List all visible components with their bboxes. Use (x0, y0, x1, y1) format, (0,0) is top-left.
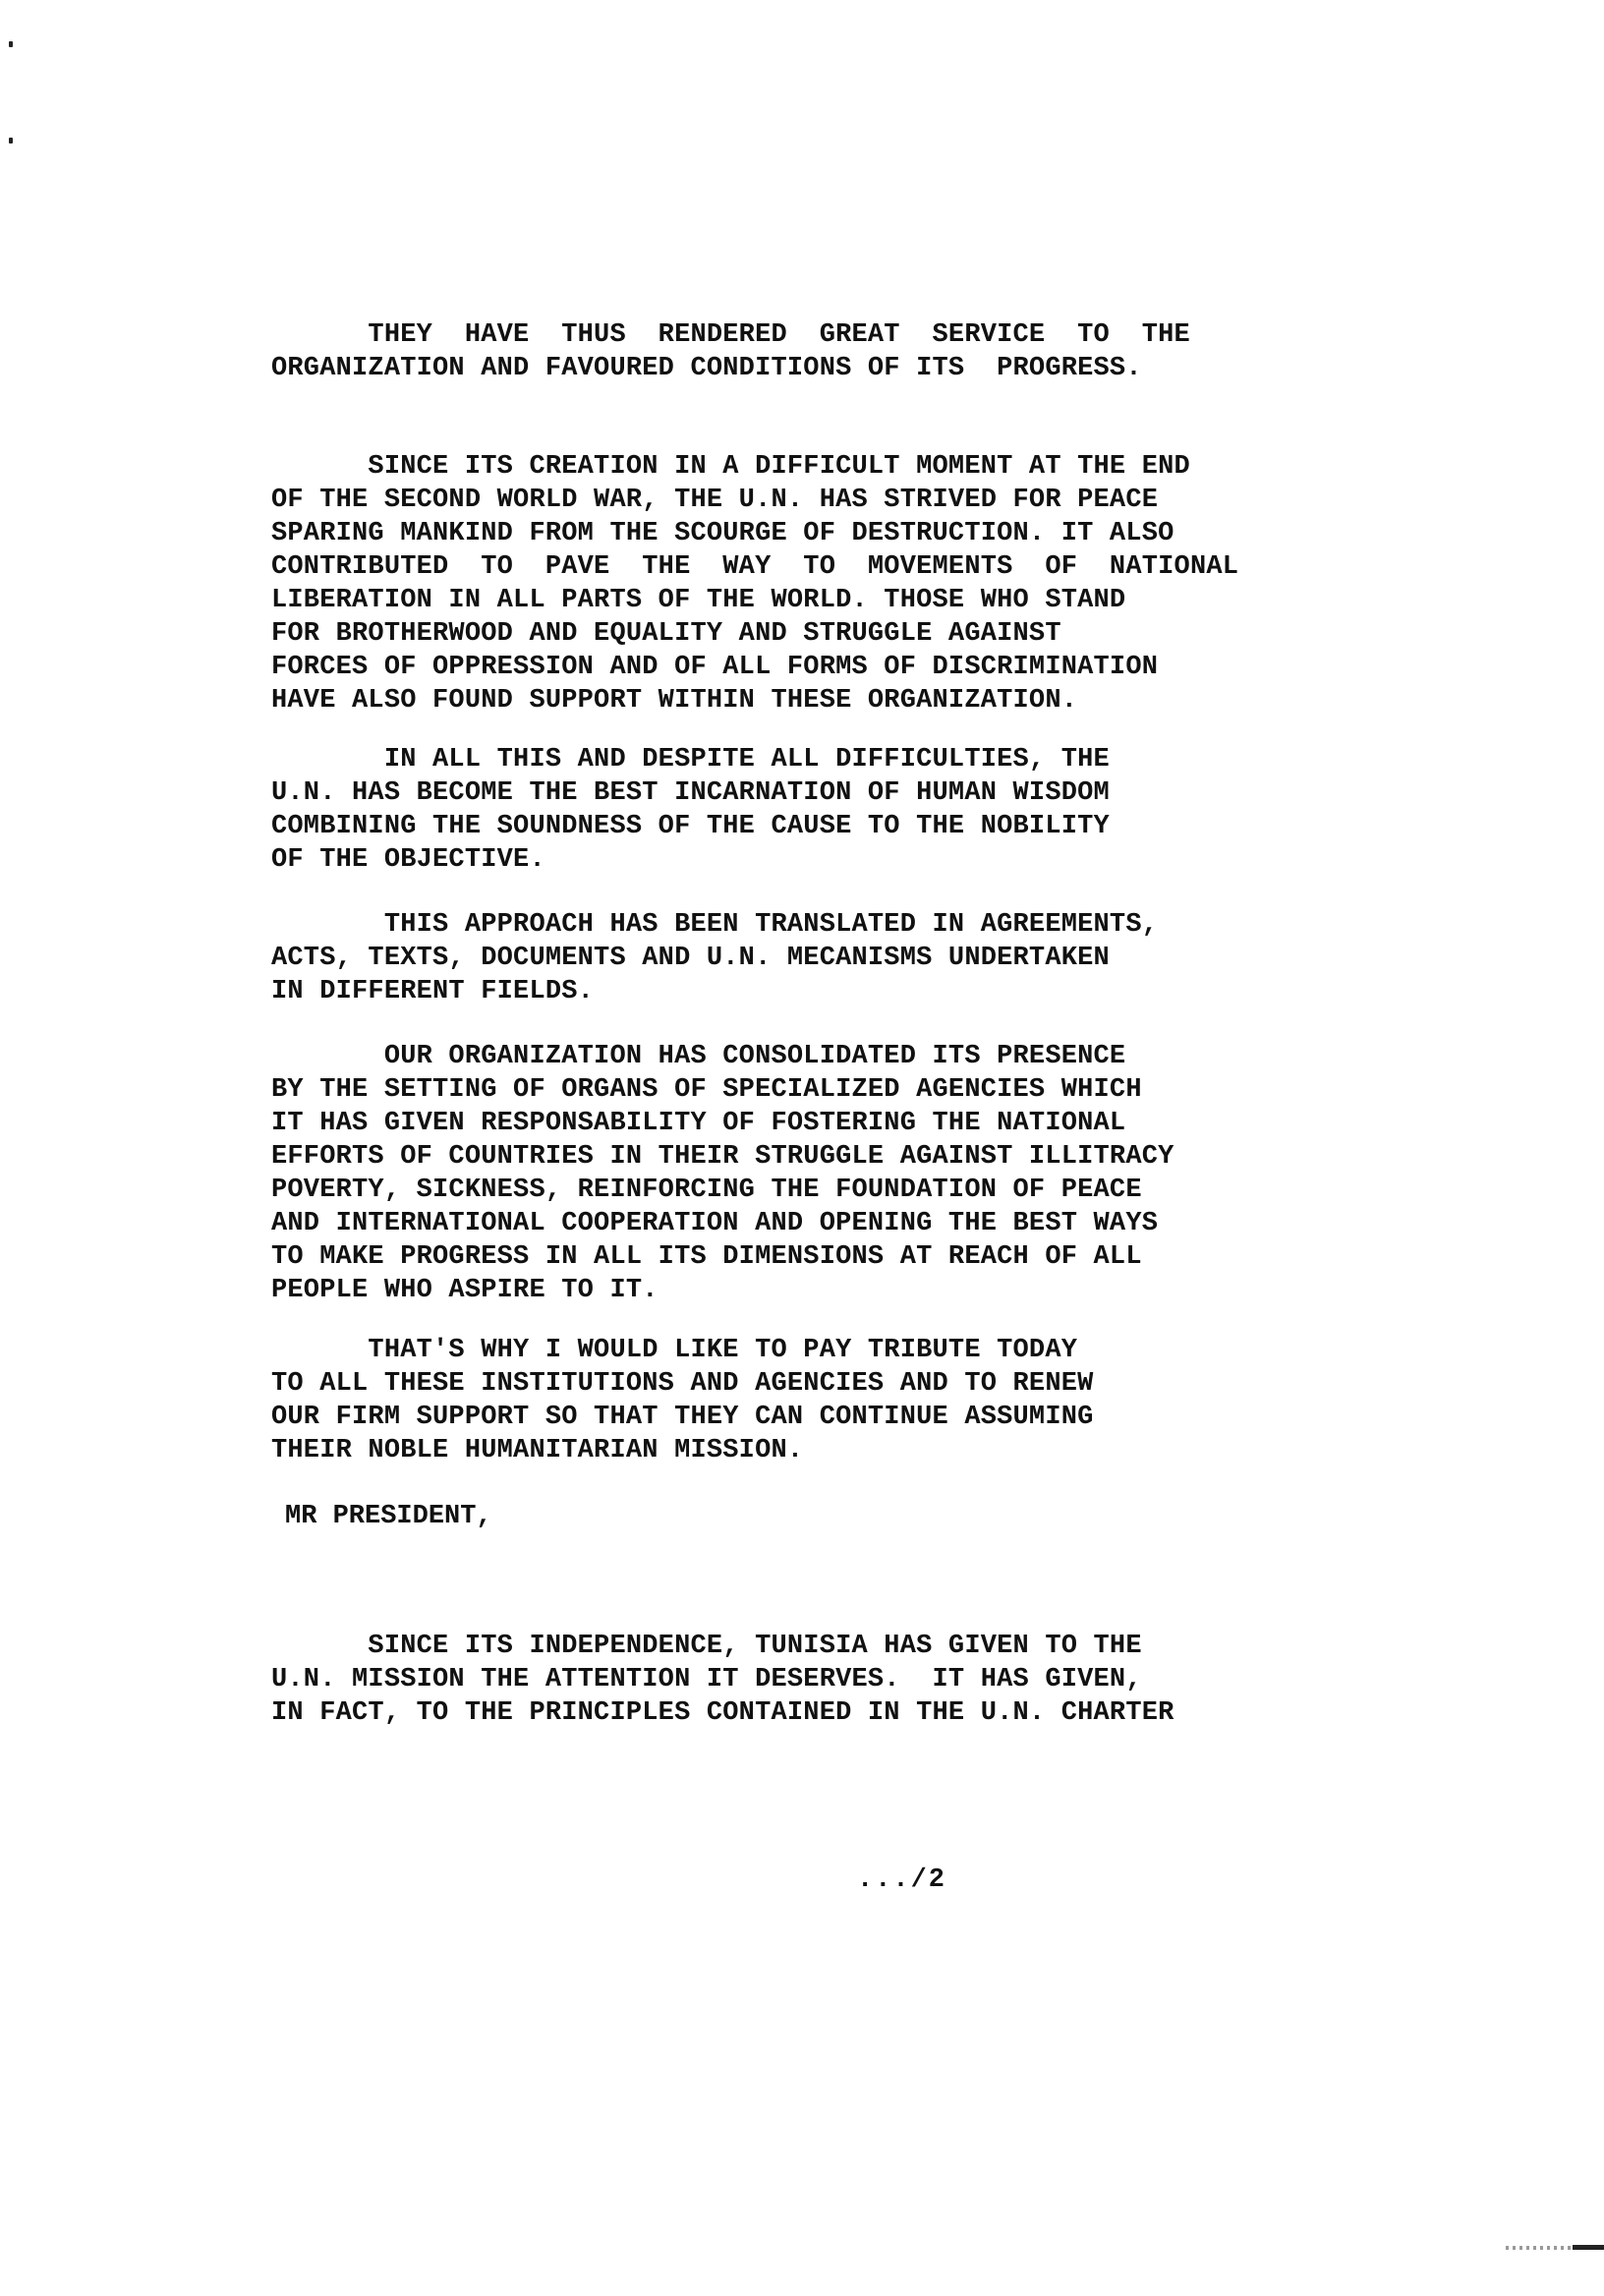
text-line: TO MAKE PROGRESS IN ALL ITS DIMENSIONS AT REACH OF ALL (271, 1242, 1142, 1272)
text-line: FORCES OF OPPRESSION AND OF ALL FORMS OF DISCRIMINATION (271, 653, 1159, 682)
text-line: U.N. MISSION THE ATTENTION IT DESERVES. IT HAS GIVEN, (271, 1665, 1142, 1694)
text-line: COMBINING THE SOUNDNESS OF THE CAUSE TO THE NOBILITY (271, 812, 1110, 841)
text-line: FOR BROTHERWOOD AND EQUALITY AND STRUGGLE AGAINST (271, 619, 1061, 649)
text-line: PEOPLE WHO ASPIRE TO IT. (271, 1276, 659, 1305)
text-line: THEY HAVE THUS RENDERED GREAT SERVICE TO THE (271, 320, 1190, 350)
paragraph (271, 710, 1392, 877)
text-line: IN DIFFERENT FIELDS. (271, 977, 595, 1006)
text-line: ACTS, TEXTS, DOCUMENTS AND U.N. MECANISMS UNDERTAKEN (271, 944, 1110, 973)
text-line: OUR ORGANIZATION HAS CONSOLIDATED ITS PRESENCE (271, 1042, 1126, 1071)
text-line: POVERTY, SICKNESS, REINFORCING THE FOUNDATION OF PEACE (271, 1176, 1142, 1205)
text-line: U.N. HAS BECOME THE BEST INCARNATION OF HUMAN WISDOM (271, 778, 1110, 808)
text-line: OUR FIRM SUPPORT SO THAT THEY CAN CONTINUE ASSUMING (271, 1403, 1094, 1432)
text-line: THIS APPROACH HAS BEEN TRANSLATED IN AGREEMENTS, (271, 910, 1159, 940)
text-line: OF THE OBJECTIVE. (271, 845, 545, 875)
paragraph (271, 1596, 1392, 1730)
text-line: SINCE ITS INDEPENDENCE, TUNISIA HAS GIVEN TO THE (271, 1632, 1142, 1661)
text-line: IN ALL THIS AND DESPITE ALL DIFFICULTIES, THE (271, 745, 1110, 775)
text-line: HAVE ALSO FOUND SUPPORT WITHIN THESE ORGANIZATION. (271, 686, 1078, 716)
text-line: CONTRIBUTED TO PAVE THE WAY TO MOVEMENTS OF NATIONAL (271, 552, 1239, 582)
text-line: SPARING MANKIND FROM THE SCOURGE OF DESTRUCTION. IT ALSO (271, 519, 1174, 548)
paragraph (271, 1300, 1392, 1467)
text-line: AND INTERNATIONAL COOPERATION AND OPENING THE BEST WAYS (271, 1209, 1159, 1238)
text-line: SINCE ITS CREATION IN A DIFFICULT MOMENT AT THE END (271, 452, 1190, 482)
salutation: MR PRESIDENT, (285, 1502, 492, 1531)
paragraph (271, 285, 1392, 385)
paragraph (271, 417, 1392, 718)
text-line: IN FACT, TO THE PRINCIPLES CONTAINED IN THE U.N. CHARTER (271, 1698, 1174, 1728)
text-line: BY THE SETTING OF ORGANS OF SPECIALIZED AGENCIES WHICH (271, 1075, 1142, 1105)
text-line: IT HAS GIVEN RESPONSABILITY OF FOSTERING THE NATIONAL (271, 1109, 1126, 1138)
scan-mark (9, 138, 13, 144)
text-line: EFFORTS OF COUNTRIES IN THEIR STRUGGLE AGAINST ILLITRACY (271, 1142, 1174, 1172)
page-continuation-marker: .../2 (857, 1866, 947, 1895)
text-line: LIBERATION IN ALL PARTS OF THE WORLD. THOSE WHO STAND (271, 586, 1126, 615)
scan-artifact (1573, 2245, 1604, 2250)
scan-mark (9, 41, 13, 47)
text-line: THEIR NOBLE HUMANITARIAN MISSION. (271, 1436, 804, 1465)
text-line: THAT'S WHY I WOULD LIKE TO PAY TRIBUTE TODAY (271, 1336, 1078, 1365)
text-line: OF THE SECOND WORLD WAR, THE U.N. HAS STRIVED FOR PEACE (271, 486, 1159, 515)
paragraph (271, 875, 1392, 1008)
paragraph (271, 1006, 1392, 1307)
text-line: TO ALL THESE INSTITUTIONS AND AGENCIES AND TO RENEW (271, 1369, 1094, 1399)
text-line: ORGANIZATION AND FAVOURED CONDITIONS OF ITS PROGRESS. (271, 354, 1142, 383)
